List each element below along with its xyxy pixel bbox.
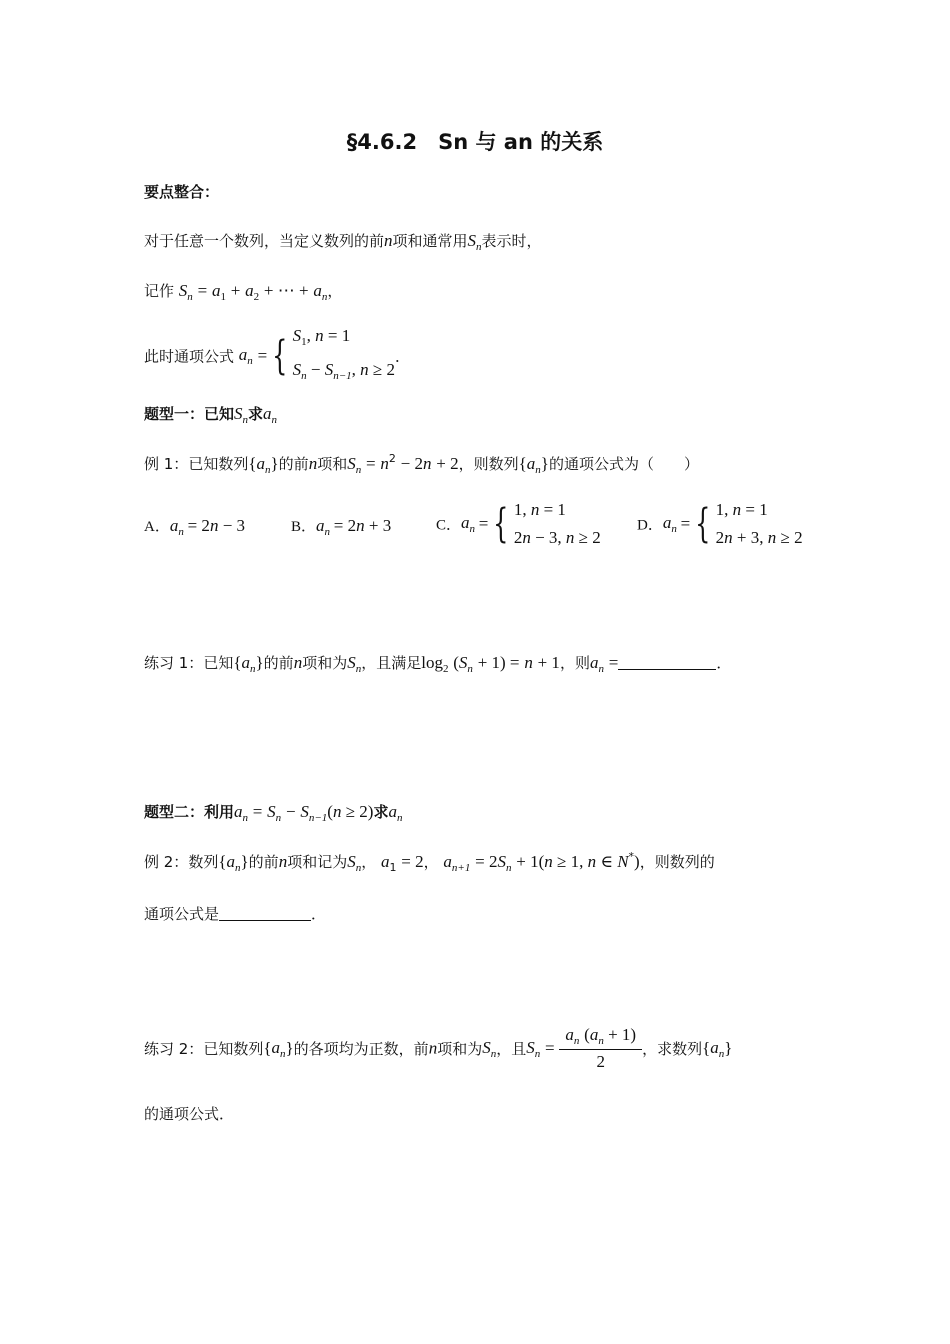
answer-blank-2[interactable] xyxy=(219,920,311,921)
option-a[interactable]: A．$a_n = 2n - 3$ xyxy=(144,516,246,538)
key-points-line-3: 此时通项公式 $a_n$ = { $S_1$, n = 1 $S_n - S_{n-1}$, n ≥ 2 ． xyxy=(144,326,411,382)
practice-2-line-2: 的通项公式． xyxy=(144,1105,235,1123)
page-title: §4.6.2 Sn 与 an 的关系 xyxy=(346,130,604,154)
example-1: 例 1：已知数列$\{a_n\}$的前n项和$S_n = n^2 - 2n + 2$，则数列$\{a_n\}$的通项公式为（ ） xyxy=(144,452,699,476)
example-2-line-2: 通项公式是 ． xyxy=(144,905,327,923)
answer-blank-1[interactable] xyxy=(618,669,716,670)
example-2: 例 2：数列$\{a_n\}$的前n项和记为$S_n$， $a_1 = 2$， $a_{n+1} = 2S_n + 1(n \ge 1$, n ∈ N*)，则数列的 xyxy=(144,850,715,874)
option-c[interactable]: C．$a_n$ = { 1, n = 1 2n − 3, n ≥ 2 xyxy=(436,500,601,547)
practice-1: 练习 1：已知$\{a_n\}$的前n项和为$S_n$，且满足$\log_2 (S_n + 1) = n + 1$，则$a_n$ = ． xyxy=(144,653,732,675)
type2-heading: 题型二：利用$a_n = S_n - S_{n-1}(n \ge 2)$求$a_n$ xyxy=(144,802,403,824)
key-points-line-1: 对于任意一个数列，当定义数列的前n项和通常用$S_n$表示时， xyxy=(144,231,542,253)
option-b[interactable]: B．$a_n = 2n + 3$ xyxy=(291,516,392,538)
key-points-heading: 要点整合： xyxy=(144,183,220,201)
practice-2: 练习 2：已知数列$\{a_n\}$的各项均为正数，前n项和为$S_n$，且$S_n$ = $\frac{a_n (a_n + 1)}{2}$ ，求数列$\{a_n\}$ xyxy=(144,1025,733,1071)
option-d[interactable]: D．$a_n$ = { 1, n = 1 2n + 3, n ≥ 2 xyxy=(637,500,803,547)
key-points-line-2: 记作 $S_n = a_1 + a_2$ + ⋯ + $a_n$， xyxy=(144,281,343,303)
type1-heading: 题型一：已知$S_n$求$a_n$ xyxy=(144,404,278,426)
